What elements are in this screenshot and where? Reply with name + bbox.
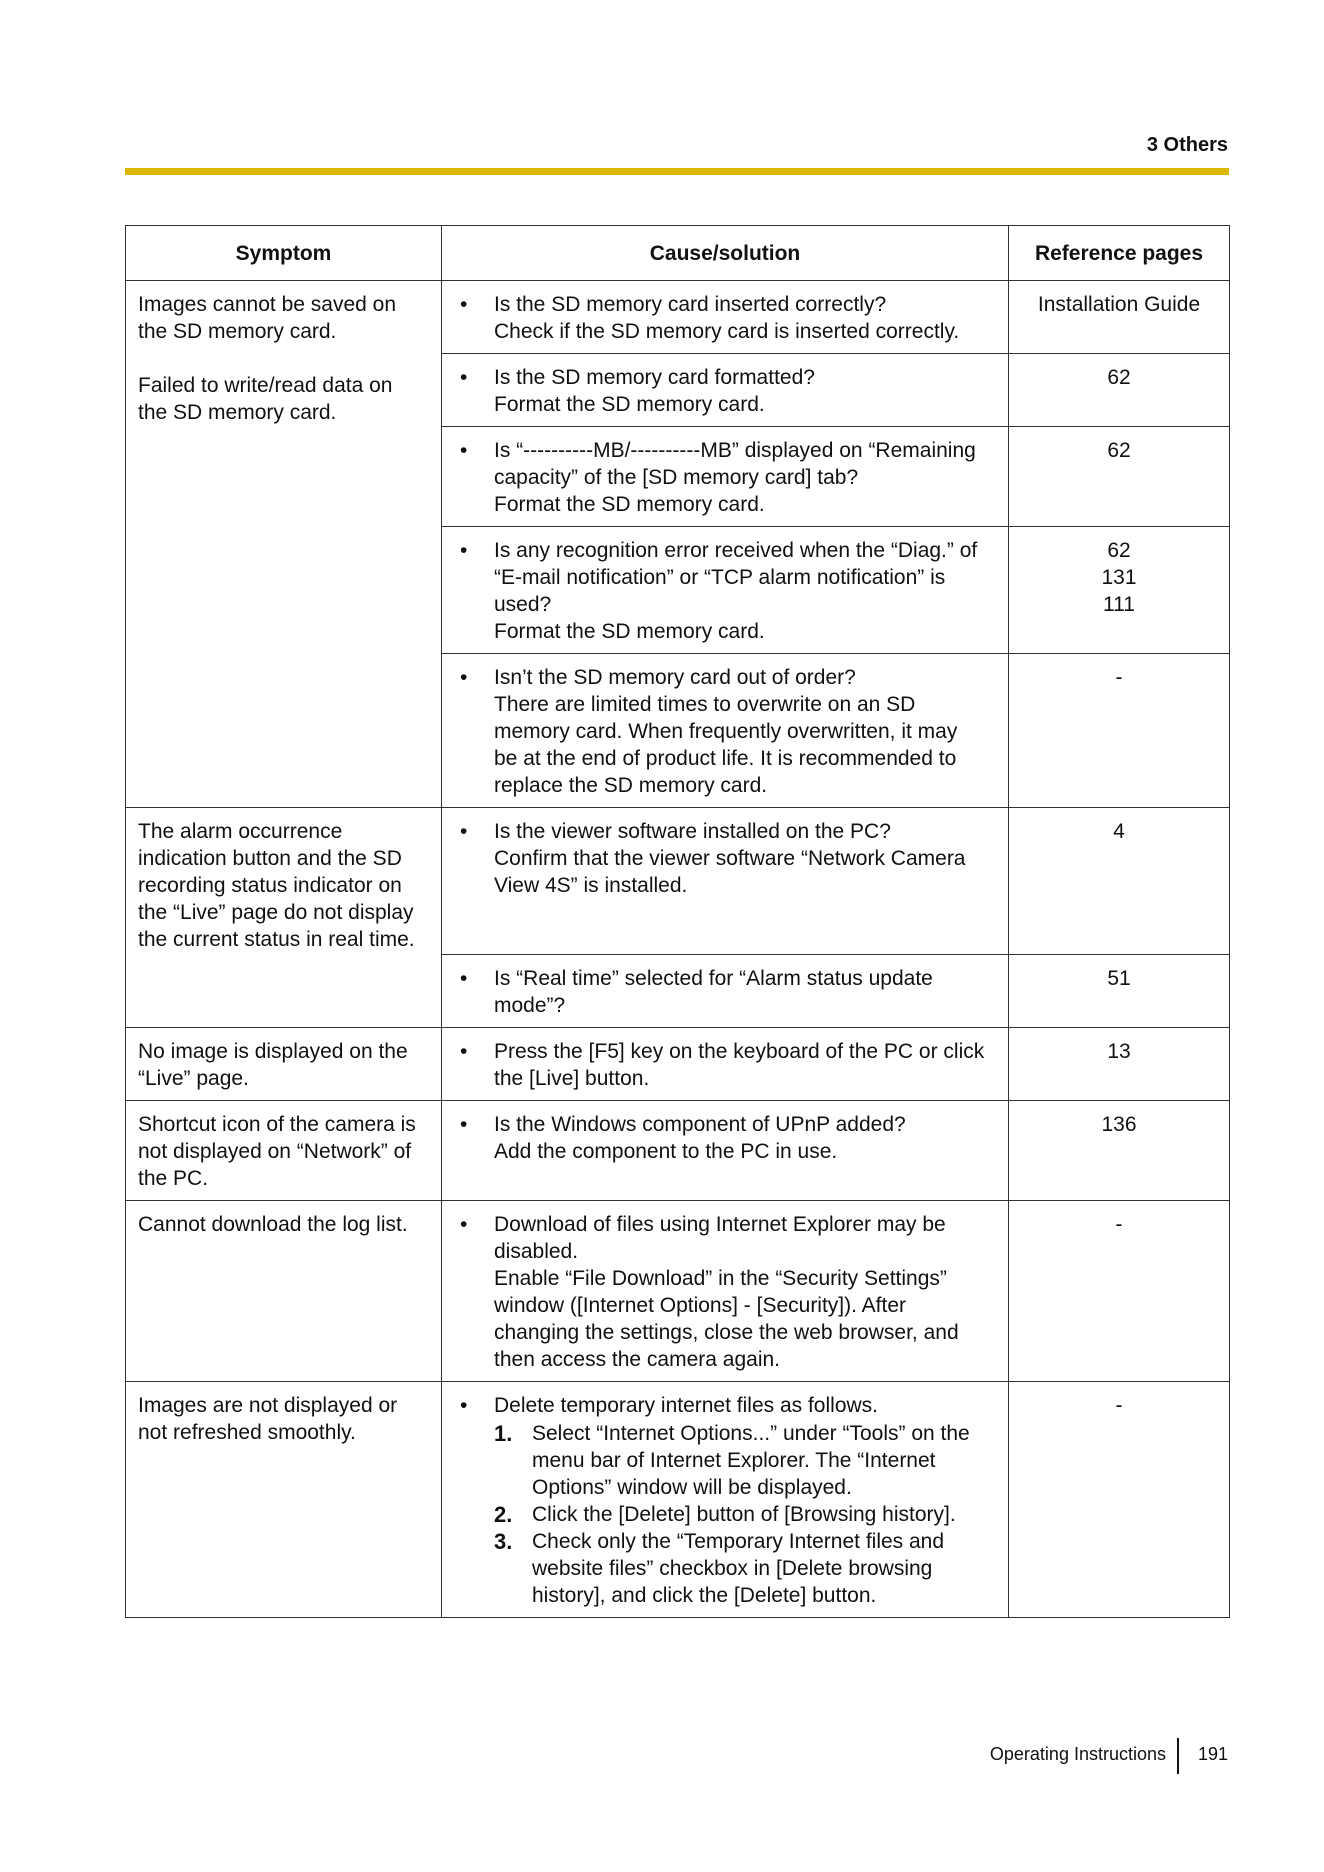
troubleshooting-table: [125, 225, 1230, 1618]
step-number: 2.: [494, 1502, 513, 1527]
column-header-reference: Reference pages: [1009, 226, 1230, 281]
symptom-text: the SD memory card.: [138, 401, 337, 424]
bullet-icon: •: [460, 366, 468, 389]
table-row: [126, 1028, 1230, 1101]
reference-text: -: [1115, 666, 1123, 689]
cause-text: Format the SD memory card.: [494, 393, 765, 416]
list-item: [494, 1528, 996, 1609]
section-title: 3 Others: [1146, 134, 1228, 156]
symptom-text: “Live” page.: [138, 1067, 249, 1090]
reference-text: 111: [1103, 593, 1135, 616]
header-rule: [125, 168, 1229, 175]
cause-text: then access the camera again.: [494, 1348, 781, 1371]
list-item: [494, 1420, 996, 1501]
symptom-text: not displayed on “Network” of: [138, 1140, 412, 1163]
cause-text: View 4S” is installed.: [494, 874, 688, 897]
steps-list: [494, 1420, 996, 1609]
cause-text: Check if the SD memory card is inserted correctly.: [494, 320, 960, 343]
reference-text: 131: [1101, 566, 1137, 589]
table-row: [126, 1201, 1230, 1382]
cause-cell: [442, 1382, 1009, 1618]
reference-text: 13: [1107, 1040, 1131, 1063]
table-row: [126, 281, 1230, 354]
reference-cell: [1009, 808, 1230, 955]
bullet-icon: •: [460, 1213, 468, 1236]
cause-cell: [442, 427, 1009, 527]
step-text: menu bar of Internet Explorer. The “Internet: [532, 1449, 936, 1472]
bullet-icon: •: [460, 1394, 468, 1417]
reference-text: 62: [1107, 439, 1131, 462]
reference-cell: [1009, 955, 1230, 1028]
cause-text: Delete temporary internet files as follows.: [494, 1394, 878, 1417]
symptom-text: Cannot download the log list.: [138, 1213, 408, 1236]
step-number: 3.: [494, 1529, 513, 1554]
cause-text: replace the SD memory card.: [494, 774, 768, 797]
bullet-icon: •: [460, 539, 468, 562]
symptom-text: recording status indicator on: [138, 874, 402, 897]
footer-divider: [1177, 1738, 1179, 1774]
cause-text: used?: [494, 593, 552, 616]
step-text: Options” window will be displayed.: [532, 1476, 852, 1499]
symptom-cell: [126, 1028, 442, 1101]
symptom-text: Images are not displayed or: [138, 1394, 398, 1417]
cause-text: Is the Windows component of UPnP added?: [494, 1113, 906, 1136]
cause-text: Is the SD memory card inserted correctly?: [494, 293, 887, 316]
cause-text: Is “----------MB/----------MB” displayed on “Remaining: [494, 439, 976, 462]
bullet-icon: •: [460, 820, 468, 843]
reference-cell: [1009, 354, 1230, 427]
cause-text: There are limited times to overwrite on an SD: [494, 693, 916, 716]
symptom-cell: [126, 281, 442, 808]
cause-cell: [442, 1201, 1009, 1382]
symptom-text: Failed to write/read data on: [138, 374, 393, 397]
cause-text: Format the SD memory card.: [494, 493, 765, 516]
cause-text: mode”?: [494, 994, 566, 1017]
cause-cell: [442, 654, 1009, 808]
table-row: [126, 808, 1230, 955]
cause-text: Confirm that the viewer software “Network Camera: [494, 847, 966, 870]
symptom-text: the PC.: [138, 1167, 209, 1190]
cause-text: changing the settings, close the web browser, and: [494, 1321, 959, 1344]
column-header-symptom: Symptom: [126, 226, 442, 281]
bullet-icon: •: [460, 1040, 468, 1063]
reference-text: Installation Guide: [1037, 293, 1201, 316]
symptom-cell: [126, 1382, 442, 1618]
list-item: [494, 1501, 996, 1528]
cause-text: Is “Real time” selected for “Alarm status update: [494, 967, 933, 990]
step-text: Select “Internet Options...” under “Tools” on the: [532, 1422, 970, 1445]
reference-text: -: [1115, 1213, 1123, 1236]
cause-text: Press the [F5] key on the keyboard of the PC or click: [494, 1040, 985, 1063]
cause-cell: [442, 1101, 1009, 1201]
reference-cell: [1009, 1101, 1230, 1201]
column-header-cause: Cause/solution: [442, 226, 1009, 281]
bullet-icon: •: [460, 1113, 468, 1136]
cause-cell: [442, 281, 1009, 354]
bullet-icon: •: [460, 293, 468, 316]
reference-cell: [1009, 427, 1230, 527]
step-text: Check only the “Temporary Internet files and: [532, 1530, 945, 1553]
reference-text: 62: [1107, 366, 1131, 389]
symptom-cell: [126, 808, 442, 1028]
reference-text: 4: [1113, 820, 1125, 843]
cause-text: Format the SD memory card.: [494, 620, 765, 643]
reference-text: -: [1115, 1394, 1123, 1417]
cause-text: capacity” of the [SD memory card] tab?: [494, 466, 859, 489]
cause-text: memory card. When frequently overwritten, it may: [494, 720, 958, 743]
table-row: [126, 1101, 1230, 1201]
bullet-icon: •: [460, 666, 468, 689]
reference-text: 62: [1107, 539, 1131, 562]
table-row: [126, 1382, 1230, 1618]
cause-cell: [442, 808, 1009, 955]
table-header-row: [126, 226, 1230, 281]
cause-text: window ([Internet Options] - [Security]). After: [494, 1294, 906, 1317]
cause-cell: [442, 1028, 1009, 1101]
symptom-text: the SD memory card.: [138, 320, 337, 343]
cause-cell: [442, 354, 1009, 427]
step-text: website files” checkbox in [Delete browsing: [532, 1557, 933, 1580]
cause-text: Is any recognition error received when the “Diag.” of: [494, 539, 978, 562]
symptom-text: Shortcut icon of the camera is: [138, 1113, 416, 1136]
symptom-spacer: [138, 345, 429, 372]
cause-text: “E-mail notification” or “TCP alarm notification” is: [494, 566, 946, 589]
step-number: 1.: [494, 1421, 513, 1446]
cause-text: Download of files using Internet Explorer may be: [494, 1213, 946, 1236]
cause-cell: [442, 527, 1009, 654]
cause-text: disabled.: [494, 1240, 579, 1263]
cause-text: be at the end of product life. It is recommended to: [494, 747, 957, 770]
reference-cell: [1009, 654, 1230, 808]
cause-text: Enable “File Download” in the “Security Settings”: [494, 1267, 947, 1290]
reference-text: 51: [1107, 967, 1131, 990]
symptom-text: No image is displayed on the: [138, 1040, 408, 1063]
reference-cell: [1009, 527, 1230, 654]
reference-cell: [1009, 281, 1230, 354]
cause-cell: [442, 955, 1009, 1028]
cause-text: the [Live] button.: [494, 1067, 650, 1090]
reference-text: 136: [1101, 1113, 1137, 1136]
cause-text: Is the viewer software installed on the PC?: [494, 820, 891, 843]
bullet-icon: •: [460, 967, 468, 990]
symptom-text: indication button and the SD: [138, 847, 402, 870]
symptom-cell: [126, 1101, 442, 1201]
symptom-text: not refreshed smoothly.: [138, 1421, 356, 1444]
bullet-icon: •: [460, 439, 468, 462]
step-text: history], and click the [Delete] button.: [532, 1584, 877, 1607]
step-text: Click the [Delete] button of [Browsing history].: [532, 1503, 956, 1526]
symptom-text: The alarm occurrence: [138, 820, 343, 843]
cause-text: Is the SD memory card formatted?: [494, 366, 815, 389]
symptom-cell: [126, 1201, 442, 1382]
symptom-text: the current status in real time.: [138, 928, 415, 951]
page-number: 191: [1197, 1744, 1228, 1764]
cause-text: Isn’t the SD memory card out of order?: [494, 666, 856, 689]
symptom-text: the “Live” page do not display: [138, 901, 414, 924]
reference-cell: [1009, 1382, 1230, 1618]
cause-text: Add the component to the PC in use.: [494, 1140, 838, 1163]
footer-doc-title: Operating Instructions: [989, 1744, 1166, 1764]
symptom-text: Images cannot be saved on: [138, 293, 397, 316]
reference-cell: [1009, 1028, 1230, 1101]
reference-cell: [1009, 1201, 1230, 1382]
